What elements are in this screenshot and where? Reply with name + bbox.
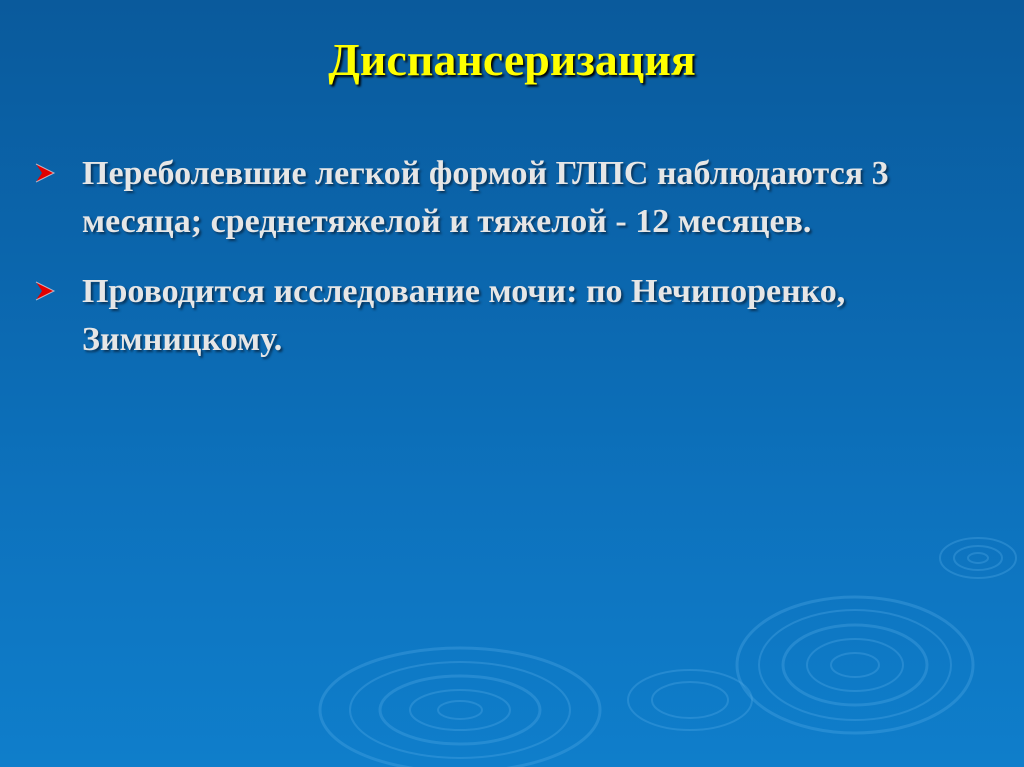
bullet-item (30, 268, 990, 364)
bullet-item (30, 150, 990, 246)
bullet-text: Переболевшие легкой формой ГЛПС наблюдаются 3 месяца; среднетяжелой и тяжелой - 12 месяцев. (82, 155, 889, 240)
arrowhead-bullet-icon (34, 162, 56, 184)
arrowhead-bullet-icon (34, 280, 56, 302)
bullet-list (30, 150, 990, 386)
bullet-text: Проводится исследование мочи: по Нечипоренко, Зимницкому. (82, 273, 846, 358)
slide-title: Диспансеризация (328, 34, 696, 85)
